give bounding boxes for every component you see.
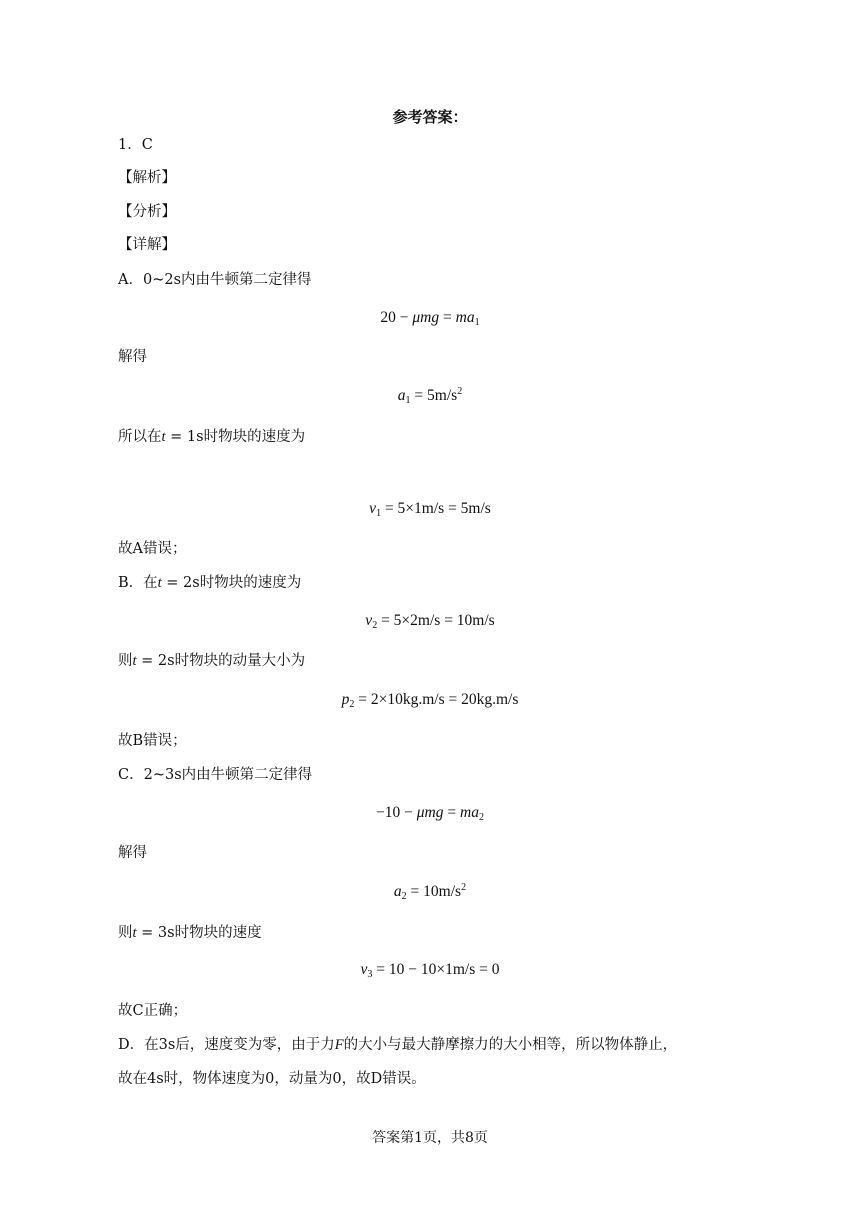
equation-a3: $v_1 = 5\times 1m/s = 5m/s$ [369,500,491,519]
detail-tag: 【详解】 [118,237,176,253]
equation-c1: $-10 - \mu mg = ma_2$ [376,804,484,823]
part-c-intro: C．2~3s内由牛顿第二定律得 [118,767,313,783]
breakdown-tag: 【分析】 [118,204,176,220]
part-a-conclusion: 故A错误； [118,541,187,557]
part-b-conclusion: 故B错误； [118,733,187,749]
page-title: 参考答案： [392,108,468,126]
answer-line: 1．C [118,137,153,153]
part-a-intro: A．0~2s内由牛顿第二定律得 [118,272,312,288]
equation-c3: $v_3 = 10 - 10\times 1m/s = 0$ [360,961,500,980]
part-c-solve: 解得 [118,845,147,861]
part-d-line-2: 故在4s时，物体速度为0，动量为0，故D错误。 [118,1071,426,1087]
page-footer: 答案第1页，共8页 [372,1130,488,1146]
equation-a1: $20 - \mu mg = ma_1$ [380,309,480,328]
part-c-velocity-intro: 则t = 3s时物块的速度 [118,925,262,941]
equation-b1: $v_2 = 5\times 2m/s = 10m/s$ [365,612,495,631]
part-d-line-1: D．在3s后，速度变为零，由于力F的大小与最大静摩擦力的大小相等，所以物体静止， [118,1037,678,1053]
part-b-momentum-intro: 则t = 2s时物块的动量大小为 [118,653,306,669]
part-a-solve: 解得 [118,349,147,365]
equation-c2: $a_2 = 10m/s^2$ [393,882,467,902]
part-b-intro: B．在t = 2s时物块的速度为 [118,575,302,591]
analysis-tag: 【解析】 [118,170,176,186]
part-c-conclusion: 故C正确； [118,1003,188,1019]
part-a-velocity-intro: 所以在t = 1s时物块的速度为 [118,429,306,445]
equation-b2: $p_2 = 2\times 10kg.m/s = 20kg.m/s$ [341,691,519,710]
equation-a2: $a_1 = 5m/s^2$ [397,386,463,406]
